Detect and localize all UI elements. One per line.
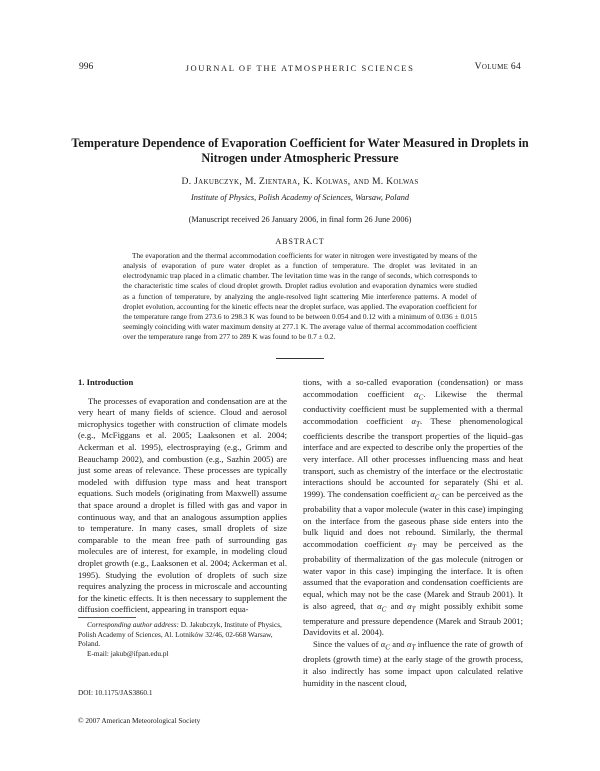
copyright-line: © 2007 American Meteorological Society: [78, 716, 201, 725]
intro-paragraph-right-2: Since the values of $\alpha_C$ and $\alpha_T$ influence the rate of growth of droplets (growth time) at the early stage of the growth process, it also indirectly has some impact upon calculated relative humidity in the nascent cloud,: [303, 639, 523, 688]
footnote-label: Corresponding author address:: [87, 620, 179, 629]
paper-title: Temperature Dependence of Evaporation Coefficient for Water Measured in Droplets in Nitrogen under Atmospheric Pressure: [71, 136, 529, 165]
page-number: 996: [79, 62, 94, 72]
running-header: [79, 62, 521, 76]
author-list: D. Jakubczyk, M. Zientara, K. Kolwas, and M. Kolwas: [181, 176, 419, 187]
abstract-body: [123, 251, 477, 342]
section-heading: 1. Introduction: [78, 377, 134, 387]
left-column: [78, 377, 287, 616]
intro-paragraph-left: The processes of evaporation and condensation are at the very heart of many fields of science. Cloud and aerosol microphysics together with construction of climate models (e.g., McFiggans et al. 2005; Laaksonen et al. 2004; Ackerman et al. 1995), electrospraying (e.g., Grimm and Beauchamp 2002), and combustion (e.g., Sazhin 2005) are just some areas of relevance. These processes are typically modeled with diffusion type mass and heat transport equations. Such models (originating from Maxwell) assume that space around a droplet is filled with gas and vapor in continuous way, and that an analogous assumption applies to temperature. In many cases, small droplets of size comparable to the mean free path of surrounding gas molecules are of interest, for example, in modeling cloud droplet growth (e.g., Laaksonen et al. 2004; Ackerman et al. 1995). Studying the evolution of droplets of such size requires analyzing the process in microscale and accounting for the kinetic effects. It is then necessary to supplement the diffusion coefficient, appearing in transport equa-: [78, 395, 287, 615]
affiliation: Institute of Physics, Polish Academy of Sciences, Warsaw, Poland: [190, 193, 410, 202]
right-column: [303, 377, 523, 689]
intro-paragraph-right-1: tions, with a so-called evaporation (condensation) or mass accommodation coefficient $\alpha_C$. Likewise the thermal conductivity coefficient must be supplemented with a thermal accommodation coefficient $\alpha_T$. These phenomenological coefficients describe the transport properties of the liquid–gas interface and are expected to describe only the properties of the very interface. All other processes influencing mass and heat transport, such as chemistry of the interface or the electrostatic interactions should be accounted for separately (Shi et al. 1999). The condensation coefficient $\alpha_C$ can be perceived as the probability that a vapor molecule (water in this case) impinging on the interface from the gaseous phase side enters into the bulk liquid and does not rebound. Similarly, the thermal accommodation coefficient $\alpha_T$ may be perceived as the probability of thermalization of the gas molecule (nitrogen or water vapor in this case) impinging the interface. It is often assumed that the evaporation and condensation coefficients are equal, which may not be the case (Marek and Straub 2001). It is also agreed, that $\alpha_C$ and $\alpha_T$ might possibly exhibit some temperature and pressure dependence (Marek and Straub 2001; Davidovits et al. 2004).: [303, 377, 524, 638]
footnote-divider: [78, 617, 136, 618]
manuscript-dates: (Manuscript received 26 January 2006, in final form 26 June 2006): [188, 215, 412, 224]
doi-line[interactable]: DOI: 10.1175/JAS3860.1: [78, 688, 153, 697]
corresponding-author-footnote: [78, 620, 287, 658]
abstract-text: The evaporation and the thermal accommodation coefficients for water in nitrogen were investigated by means of the analysis of evaporation of pure water droplet as a function of temperature. The droplet was levitated in an electrodynamic trap placed in a climatic chamber. The levitation time was in the range of seconds, which corresponds to the characteristic time scales of cloud droplet growth. Droplet radius evolution and evaporation dynamics were studied as a function of temperature, by analyzing the angle-resolved light scattering Mie interference patterns. A model of droplet evolution, accounting for the kinetic effects near the droplet surface, was applied. The evaporation coefficient for the temperature range from 273.6 to 298.3 K was found to be between 0.054 and 0.12 with a minimum of 0.036 ± 0.015 seemingly coinciding with water maximum density at 277.1 K. The average value of thermal accommodation coefficient over the temperature range from 277 to 289 K was found to be 0.7 ± 0.2.: [123, 251, 477, 342]
abstract-divider: [276, 358, 324, 359]
journal-name: JOURNAL OF THE ATMOSPHERIC SCIENCES: [185, 63, 415, 73]
volume-label: Volume 64: [474, 62, 521, 72]
footnote-text: D. Jakubczyk, Institute of Physics, Polish Academy of Sciences, Al. Lotników 32/46, 02-668 Warsaw, Poland.: [78, 620, 282, 649]
abstract-heading: ABSTRACT: [275, 237, 325, 246]
footnote-email[interactable]: E-mail: jakub@ifpan.edu.pl: [87, 648, 169, 658]
